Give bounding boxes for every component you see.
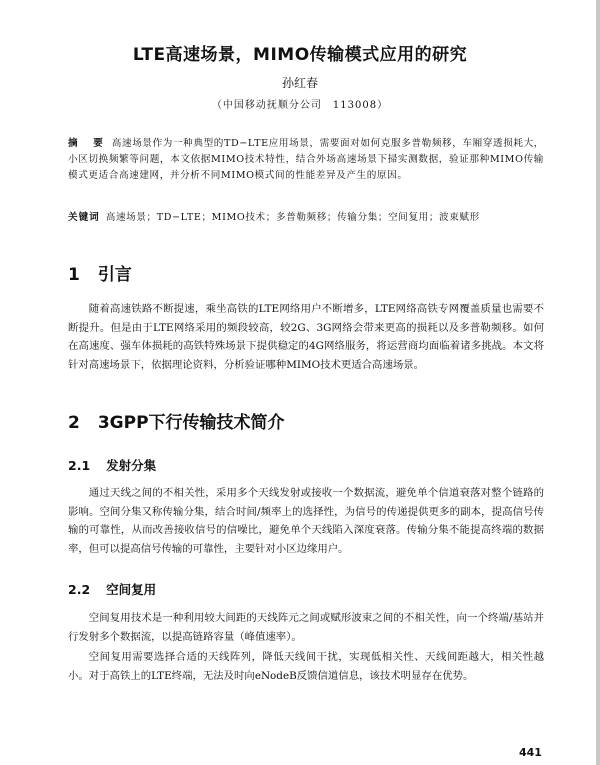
paragraph: 空间复用需要选择合适的天线阵列，降低天线间干扰，实现低相关性、天线间距越大，相关性越小。对于高铁上的LTE终端，无法及时向eNodeB反馈信道信息，该技术明显存在优势。	[68, 651, 544, 682]
subsection-2-1-heading	[68, 456, 156, 474]
paragraph: 随着高速铁路不断提速，乘坐高铁的LTE网络用户不断增多，LTE网络高铁专网覆盖质量也需要不断提升。但是由于LTE网络采用的频段较高，较2G、3G网络会带来更高的损耗以及多普勒频移。如何在高速度、强车体损耗的高铁特殊场景下提供稳定的4G网络服务，将运营商均面临着诸多挑战。本文将针对高速场景下，依据理论资料，分析验证哪种MIMO技术更适合高速场景。	[68, 303, 544, 371]
keywords-text: 高速场景；TD−LTE；MIMO技术；多普勒频移；传输分集；空间复用；波束赋形	[105, 212, 480, 223]
abstract	[68, 136, 544, 185]
section-2-heading	[68, 408, 285, 433]
page-edge	[596, 0, 600, 765]
subsection-title: 发射分集	[106, 458, 157, 473]
subsection-number: 2.2	[68, 582, 91, 597]
subsection-2-2-heading	[68, 580, 156, 598]
section-number: 1	[68, 265, 80, 285]
subsection-title: 空间复用	[106, 582, 157, 597]
abstract-text: 高速场景作为一种典型的TD−LTE应用场景，需要面对如何克服多普勒频移，车厢穿透损耗大，小区切换频繁等问题，本文依据MIMO技术特性，结合外场高速场景下掃实测数据，验证那种MIMO传输模式更适合高速建网，并分析不同MIMO模式间的性能差异及产生的原因。	[68, 138, 544, 182]
section-title: 3GPP下行传输技术简介	[97, 413, 285, 433]
keywords-label: 关键词	[68, 212, 100, 223]
subsection-number: 2.1	[68, 458, 91, 473]
section-number: 2	[68, 413, 80, 433]
section-title: 引言	[97, 265, 132, 285]
abstract-label: 摘 要	[68, 138, 106, 149]
keywords	[68, 210, 544, 226]
affiliation: （中国移动抚顺分公司 113008）	[211, 100, 389, 111]
paper-title: LTE高速场景，MIMO传输模式应用的研究	[132, 45, 468, 65]
page-number: 441	[519, 746, 542, 759]
paragraph: 通过天线之间的不相关性，采用多个天线发射或接收一个数据流，避免单个信道衰落对整个链路的影响。空间分集又称传输分集，结合时间/频率上的选择性，为信号的传递提供更多的副本，提高信号传输的可靠性，从而改善接收信号的信噪比，避免单个天线陷入深度衰落。传输分集不能提高终端的数据率，但可以提高信号传输的可靠性，主要针对小区边缘用户。	[68, 487, 544, 555]
paragraph: 空间复用技术是一种利用较大间距的天线阵元之间或赋形波束之间的不相关性，向一个终端/基站并行发射多个数据流，以提高链路容量（峰值速率）。	[68, 612, 544, 643]
section-1-heading	[68, 260, 132, 285]
author-name: 孙红春	[281, 76, 318, 90]
